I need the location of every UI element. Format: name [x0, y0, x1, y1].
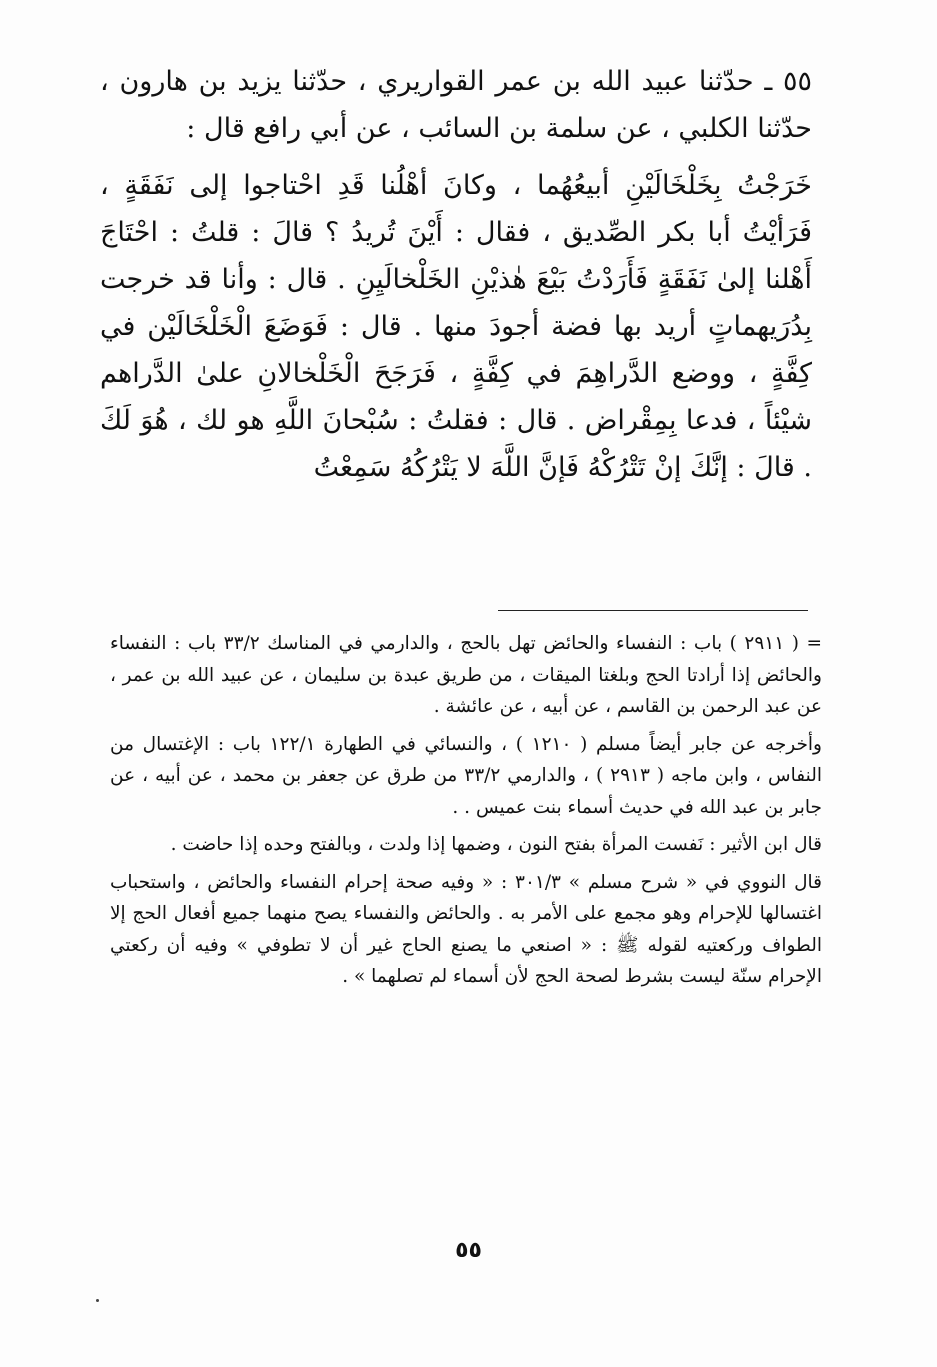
footnote-paragraph: وأخرجه عن جابر أيضاً مسلم ( ١٢١٠ ) ، والنسائي في الطهارة ١٢٢/١ باب : الإغتسال من النفاس ، وابن ماجه ( ٢٩١٣ ) ، والدارمي ٣٣/٢ من طرق عن جعفر بن محمد ، عن أبيه ، عن جابر بن عبد الله في حديث أسماء بنت عميس . . [110, 733, 822, 818]
scan-speck [96, 1299, 99, 1302]
footnotes [110, 628, 822, 999]
footnote-paragraph: = ( ٢٩١١ ) باب : النفساء والحائض تهل بالحج ، والدارمي في المناسك ٣٣/٢ باب : النفساء والحائض إذا أرادتا الحج وبلغتا الميقات ، من طريق عبدة بن سليمان ، عن عبيد الله بن عمر ، عن عبد الرحمن بن القاسم ، عن أبيه ، عن عائشة . [110, 633, 822, 717]
footnote-divider [498, 610, 808, 611]
page-number: ٥٥ [455, 1238, 482, 1263]
main-text [100, 58, 812, 495]
hadith-chain-intro: ٥٥ ـ حدّثنا عبيد الله بن عمر القواريري ، حدّثنا يزيد بن هارون ، حدّثنا الكلبي ، عن سلمة بن السائب ، عن أبي رافع قال : [100, 66, 812, 144]
hadith-text: خَرَجْتُ بِخَلْخَالَيْنِ أبيعُهُما ، وكانَ أهْلُنا قَدِ احْتاجوا إلى نَفَقَةٍ ، فَرَأيْتُ أبا بكر الصِّديق ، فقال : أَيْنَ تُريدُ ؟ قالَ : قلتُ : احْتَاجَ أَهْلنا إلىٰ نَفَقَةٍ فَأَرَدْتُ بَيْعَ هٰذيْنِ الخَلْخالَيِنِ . قال : وأنا قد خرجت بِدُرَيهماتٍ أريد بها فضة أجودَ منها . قال : فَوَضَعَ الْخَلْخَالَيْن في كِفَّةٍ ، ووضع الدَّراهِمَ في كِفَّةٍ ، فَرَجَحَ الْخَلْخالانِ علىٰ الدَّراهم شيْئاً ، فدعا بِمِقْراض . قال : فقلتُ : سُبْحانَ اللَّهِ هو لك ، هُوَ لَكَ . قالَ : إنَّكَ إنْ تَتْرُكْهُ فَإنَّ اللَّهَ لا يَتْرُكُهُ سَمِعْتُ [100, 170, 812, 483]
footnote-paragraph: قال النووي في « شرح مسلم » ٣٠١/٣ : « وفيه صحة إحرام النفساء والحائض ، واستحباب اغتسالها للإحرام وهو مجمع على الأمر به . والحائض والنفساء يصح منهما جميع أفعال الحج إلا الطواف وركعتيه لقوله ﷺ : « اصنعي ما يصنع الحاج غير أن لا تطوفي » وفيه أن ركعتي الإحرام سنّة ليست بشرط لصحة الحج لأن أسماء لم تصلهما » . [110, 871, 822, 987]
footnote-paragraph: قال ابن الأثير : نَفست المرأة بفتح النون ، وضمها إذا ولدت ، وبالفتح وحده إذا حاضت . [170, 834, 822, 855]
